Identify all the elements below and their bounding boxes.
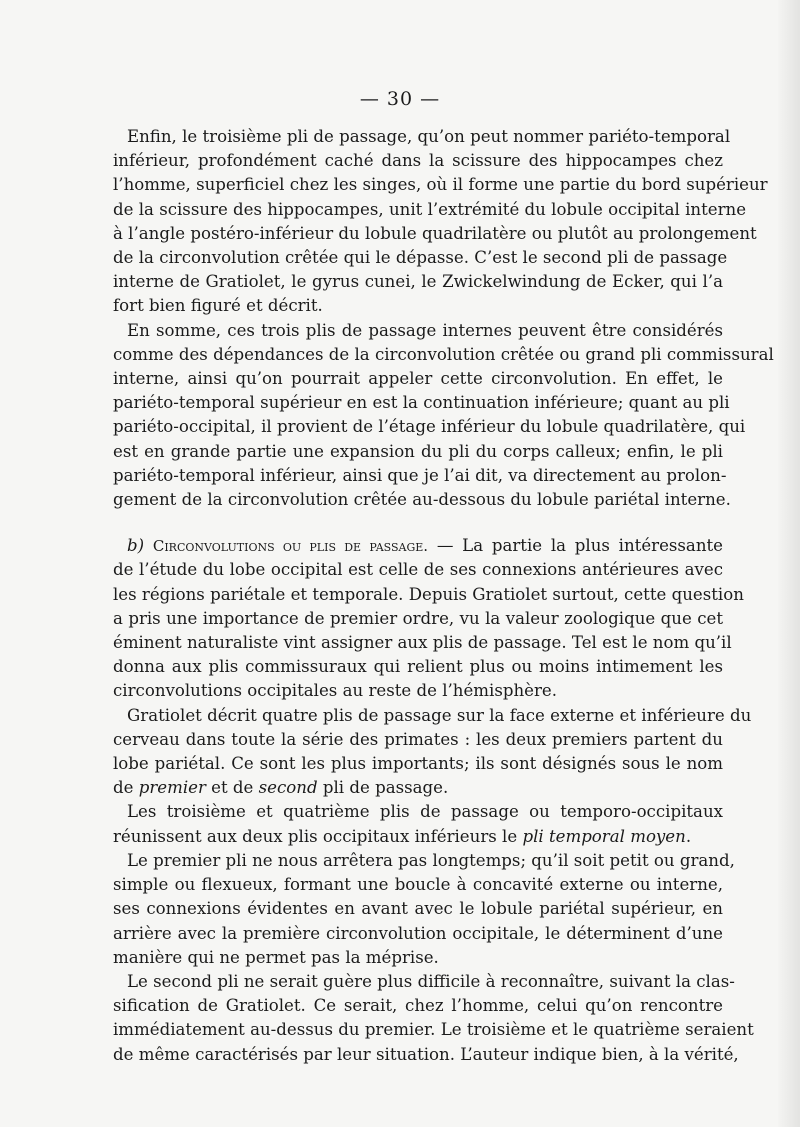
paragraph-gratiolet [113,704,752,801]
text-line: circonvolutions occipitales au reste de l’hémisphère. [113,681,558,701]
heading-line-rest: — La partie la plus intéressante [436,536,723,556]
text-line: éminent naturaliste vint assigner aux plis de passage. Tel est le nom qu’il [113,633,732,653]
text-line: pariéto-occipital, il provient de l’étage inférieur du lobule quadrilatère, qui [113,417,746,437]
paragraph-en-somme [113,319,774,513]
text-line [113,825,723,849]
text-line: manière qui ne permet pas la méprise. [113,947,439,967]
italic-term: second [258,778,318,798]
text-line: inférieur, profondément caché dans la scissure des hippocampes chez [113,151,723,171]
text-line: sification de Gratiolet. Ce serait, chez l’homme, celui qu’on rencontre [113,996,723,1016]
text-line: gement de la circonvolution crêtée au-dessous du lobule pariétal interne. [113,490,731,510]
text-run: réunissent aux deux plis occipitaux inférieurs le [113,826,523,846]
paragraph-troisieme [113,800,723,848]
text-line: à l’angle postéro-inférieur du lobule quadrilatère ou plutôt au prolongement [113,223,757,243]
text-line: lobe pariétal. Ce sont les plus importants; ils sont désignés sous le nom [113,754,723,774]
paragraph-second-pli [113,970,754,1067]
text-line: Enfin, le troisième pli de passage, qu’on peut nommer pariéto-temporal [127,127,731,146]
section-heading: Circonvolutions ou plis de passage. [152,537,429,556]
text-line [113,776,723,800]
page-edge-shadow [778,0,800,1127]
text-line: interne de Gratiolet, le gyrus cunei, le Zwickelwindung de Ecker, qui l’a [113,272,723,292]
section-gap [113,512,723,534]
text-line: est en grande partie une expansion du pli du corps calleux; enfin, le pli [113,441,723,461]
text-line: Gratiolet décrit quatre plis de passage sur la face externe et inférieure du [127,705,752,725]
text-line: fort bien figuré et décrit. [113,296,323,316]
paragraph-premier-pli [113,849,735,970]
italic-term: pli temporal moyen [522,826,686,846]
text-line: de la scissure des hippocampes, unit l’extrémité du lobule occipital interne [113,199,747,219]
text-line: pariéto-temporal supérieur en est la continuation inférieure; quant au pli [113,393,730,413]
text-line: simple ou flexueux, formant une boucle à concavité externe ou interne, [113,875,723,895]
body-text [113,125,774,1067]
text-line: les régions pariétale et temporale. Depuis Gratiolet surtout, cette question [113,584,744,604]
text-line: En somme, ces trois plis de passage internes peuvent être considérés [127,320,723,340]
page-number: — 30 — [359,88,441,110]
text-line: l’homme, superficiel chez les singes, où il forme une partie du bord supérieur [113,175,768,195]
italic-term: premier [138,778,206,798]
text-line: donna aux plis commissuraux qui relient plus ou moins intimement les [113,657,723,677]
text-line: de même caractérisés par leur situation. L’auteur indique bien, à la vérité, [113,1044,739,1064]
text-run: de [113,778,139,798]
section-marker: b) [127,536,145,556]
text-line: Les troisième et quatrième plis de passage ou temporo-occipitaux [127,802,723,822]
text-line: Le second pli ne serait guère plus difficile à reconnaître, suivant la clas- [127,971,735,991]
text-run: et de [205,778,259,798]
text-line: ses connexions évidentes en avant avec le lobule pariétal supérieur, en [113,899,723,919]
text-line: de l’étude du lobe occipital est celle de ses connexions antérieures avec [113,560,723,580]
text-line: immédiatement au-dessus du premier. Le troisième et le quatrième seraient [113,1020,754,1040]
text-line: cerveau dans toute la série des primates : les deux premiers partent du [113,729,723,749]
text-run: . [685,826,692,846]
text-line: arrière avec la première circonvolution occipitale, le déterminent d’une [113,923,723,943]
text-line: interne, ainsi qu’on pourrait appeler cette circonvolution. En effet, le [113,369,723,389]
section-heading-line [113,534,723,558]
text-line: pariéto-temporal inférieur, ainsi que je l’ai dit, va directement au prolon- [113,465,727,485]
text-line: de la circonvolution crêtée qui le dépasse. C’est le second pli de passage [113,248,728,268]
text-line: a pris une importance de premier ordre, vu la valeur zoologique que cet [113,608,723,628]
text-line: comme des dépendances de la circonvolution crêtée ou grand pli commissural [113,344,774,364]
paragraph-enfin [113,125,768,319]
text-line: Le premier pli ne nous arrêtera pas longtemps; qu’il soit petit ou grand, [127,850,735,870]
text-run: pli de passage. [317,778,449,798]
section-b [113,534,744,703]
